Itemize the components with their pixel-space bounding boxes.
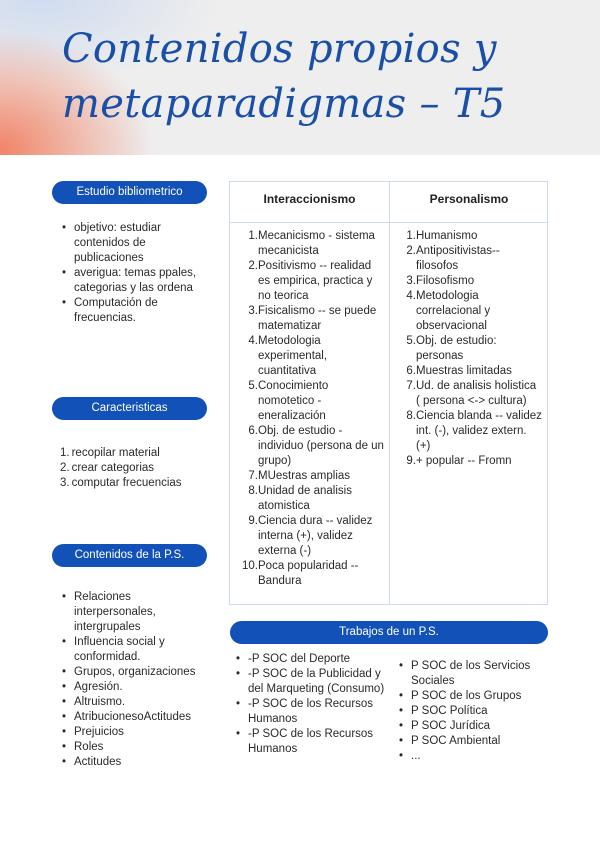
col2-list [400, 229, 543, 469]
list-item: • -P SOC de los Recursos Humanos [234, 727, 394, 757]
table-item: 1. Humanismo [406, 230, 478, 242]
trabajos-right-list [397, 659, 547, 764]
list-item: • Relaciones interpersonales, intergrupales [60, 590, 210, 635]
table-item: 3. Fisicalismo -- se puede matematizar [248, 305, 377, 332]
list-item: • Roles [60, 740, 210, 755]
contenidos-heading: Contenidos de la P.S. [52, 544, 207, 567]
table-item: 1. Mecanicismo - sistema mecanicista [248, 230, 375, 257]
list-item: • P SOC de los Grupos [397, 689, 547, 704]
list-item: • -P SOC del Deporte [234, 652, 394, 667]
header-divider [230, 222, 547, 223]
table-item: 9. Ciencia dura -- validez interna (+), validez externa (-) [248, 515, 373, 557]
trabajos-heading: Trabajos de un P.S. [230, 621, 548, 644]
col2-header: Personalismo [429, 192, 509, 206]
list-item: • Influencia social y conformidad. [60, 635, 210, 665]
estudio-list [60, 221, 210, 326]
list-item: • P SOC Ambiental [397, 734, 547, 749]
list-item: • objetivo: estudiar contenidos de publicaciones [60, 221, 210, 266]
table-item: 4. Metodologia experimental, cuantitativa [248, 335, 328, 377]
list-item: • AtribucionesoActitudes [60, 710, 210, 725]
col1-header: Interaccionismo [263, 192, 356, 206]
list-item: 3. computar frecuencias [60, 477, 182, 489]
caracteristicas-heading: Caracteristicas [52, 397, 207, 420]
list-item: • P SOC de los Servicios Sociales [397, 659, 547, 689]
trabajos-left-list [234, 652, 394, 757]
page-title: Contenidos propios y metaparadigmas – T5 [62, 26, 506, 127]
table-item: 4. Metodologia correlacional y observacional [406, 290, 491, 332]
list-item: • Computación de frecuencias. [60, 296, 210, 326]
table-item: 7. MUestras amplias [248, 470, 351, 482]
estudio-heading: Estudio bibliometrico [52, 181, 207, 204]
list-item: • -P SOC de los Recursos Humanos [234, 697, 394, 727]
list-item: 1. recopilar material [60, 447, 160, 459]
table-item: 6. Muestras limitadas [406, 365, 512, 377]
table-item: 8. Unidad de analisis atomistica [248, 485, 352, 512]
list-item: • ... [397, 749, 547, 764]
table-item: 7. Ud. de analisis holistica ( persona <-> cultura) [406, 380, 537, 407]
caracteristicas-list [60, 446, 210, 491]
list-item: 2. crear categorias [60, 462, 155, 474]
table-item: 10. Poca popularidad -- Bandura [242, 560, 359, 587]
column-divider [389, 182, 390, 604]
table-item: 6. Obj. de estudio - individuo (persona de un grupo) [248, 425, 384, 467]
table-item: 9. + popular -- Fromn [406, 455, 512, 467]
table-item: 3. Filosofismo [406, 275, 475, 287]
list-item: • P SOC Política [397, 704, 547, 719]
table-item: 8. Ciencia blanda -- validez int. (-), validez extern. (+) [406, 410, 542, 452]
list-item: • Agresión. [60, 680, 210, 695]
contenidos-list [60, 590, 210, 770]
table-item: 5. Obj. de estudio: personas [406, 335, 497, 362]
table-item: 5. Conocimiento nomotetico - eneralización [248, 380, 329, 422]
list-item: • P SOC Jurídica [397, 719, 547, 734]
list-item: • Grupos, organizaciones [60, 665, 210, 680]
col1-list [238, 229, 384, 589]
table-item: 2. Positivismo -- realidad es empirica, practica y no teorica [248, 260, 373, 302]
list-item: • averigua: temas ppales, categorias y las ordena [60, 266, 210, 296]
list-item: • Altruismo. [60, 695, 210, 710]
table-item: 2. Antipositivistas-- filosofos [406, 245, 500, 272]
comparison-table [229, 181, 548, 605]
list-item: • Actitudes [60, 755, 210, 770]
list-item: • -P SOC de la Publicidad y del Marqueting (Consumo) [234, 667, 394, 697]
list-item: • Prejuicios [60, 725, 210, 740]
